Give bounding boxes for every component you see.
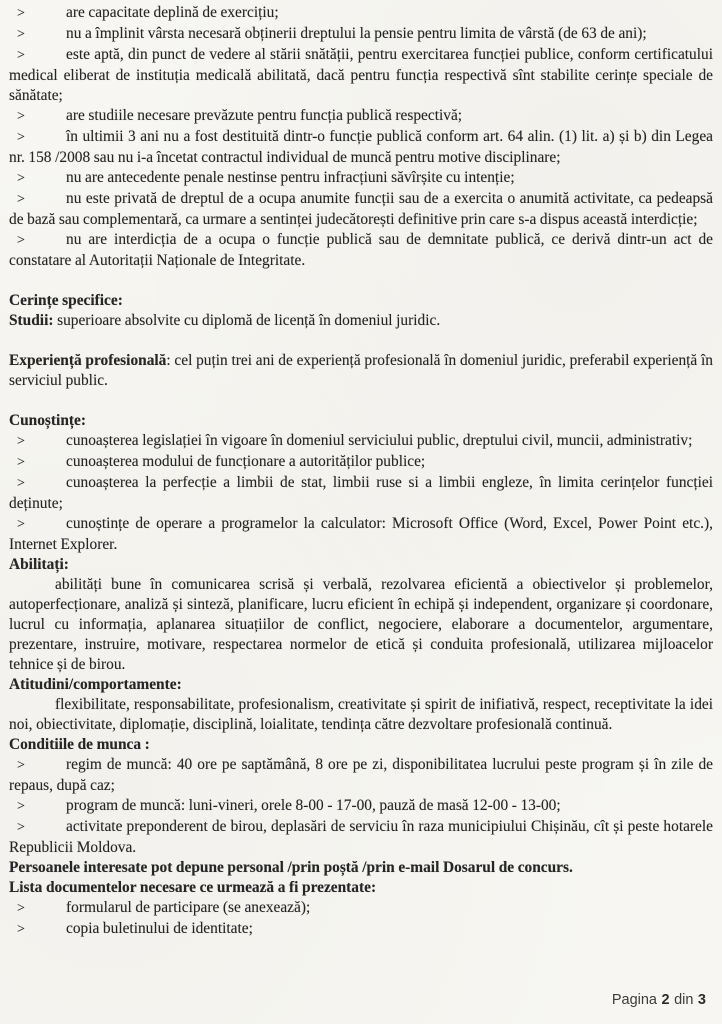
bullet-marker: >	[17, 758, 25, 773]
bullet-text: activitate preponderent de birou, deplasări de serviciu în raza municipiului Chișinău, cît și peste hotarele Republicii Moldova.	[9, 818, 713, 856]
bullet-item	[9, 127, 713, 168]
bullet-text: în ultimii 3 ani nu a fost destituită dintr-o funcție publică conform art. 64 alin. (1) lit. a) și b) din Legea nr. 158 /2008 sau nu i-a încetat contractul individual de muncă pentru motive disciplinare;	[9, 128, 713, 166]
bullet-marker: >	[17, 517, 25, 532]
blank-line	[9, 331, 713, 351]
bullet-text: nu este privată de dreptul de a ocupa anumite funcții sau de a exercita o anumită activitate, ca pedeapsă de bază sau complementară, ca urmare a sentinței judecătorești definitive prin care s-a dispus această interdicție;	[9, 190, 713, 228]
blank-line	[9, 271, 713, 291]
bullet-marker: >	[17, 130, 25, 145]
section-heading: Atitudini/comportamente:	[9, 676, 182, 693]
bullet-text: nu a împlinit vârsta necesară obținerii dreptului la pensie pentru limita de vârstă (de 63 de ani);	[66, 25, 647, 42]
bullet-item	[9, 106, 713, 127]
bullet-text: cunoașterea legislației în vigoare în domeniul serviciului public, dreptului civil, muncii, administrativ;	[66, 432, 693, 449]
paragraph-label: Studii:	[9, 312, 54, 329]
bullet-marker: >	[17, 48, 25, 63]
bullet-text: nu are antecedente penale nestinse pentru infracțiuni săvîrșite cu intenție;	[66, 169, 515, 186]
section-heading: Conditiile de munca :	[9, 736, 150, 753]
bullet-text: are capacitate deplină de exercițiu;	[66, 4, 279, 21]
labeled-paragraph	[9, 351, 713, 391]
bullet-item	[9, 755, 713, 796]
bullet-marker: >	[17, 476, 25, 491]
footer-separator: din	[674, 992, 694, 1008]
bullet-text: cunoașterea modului de funcționare a autorităților publice;	[66, 453, 426, 470]
bold-paragraph: Persoanele interesate pot depune personal /prin poștă /prin e-mail Dosarul de concurs.	[9, 859, 573, 876]
page-footer	[612, 990, 706, 1010]
body-paragraph: abilități bune în comunicarea scrisă și verbală, rezolvarea eficientă a obiectivelor și problemelor, autoperfecționare, analiză și sinteză, planificare, lucru eficient în echipă și independent, organizare și coordonare, lucrul cu informația, aplanarea situațiilor de conflict, negociere, elaborare a documentelor, argumentare, prezentare, instruire, motivare, respectarea normelor de etică și conduita profesională, utilizarea mijloacelor tehnice și de birou.	[9, 576, 713, 673]
section-heading: Cunoștințe:	[9, 412, 86, 429]
bullet-item	[9, 230, 713, 271]
bullet-text: nu are interdicția de a ocupa o funcție publică sau de demnitate publică, ce derivă dintr-un act de constatare al Autoritații Naționale de Integritate.	[9, 231, 713, 269]
bullet-marker: >	[17, 27, 25, 42]
bullet-marker: >	[17, 109, 25, 124]
bullet-item	[9, 796, 713, 817]
paragraph-text: superioare absolvite cu diplomă de licență în domeniul juridic.	[53, 312, 441, 329]
bullet-marker: >	[17, 455, 25, 470]
footer-page-number: 2	[661, 992, 670, 1008]
bullet-text: copia buletinului de identitate;	[66, 920, 253, 937]
document-body	[9, 3, 713, 940]
blank-line	[9, 391, 713, 411]
bullet-item	[9, 3, 713, 24]
paragraph-text: : cel puțin trei ani de experiență profesională în domeniul juridic, preferabil experiență în serviciul public.	[9, 352, 713, 389]
bullet-item	[9, 473, 713, 514]
section-heading: Abilitați:	[9, 556, 69, 573]
footer-page-label: Pagina	[611, 992, 657, 1008]
bullet-marker: >	[17, 799, 25, 814]
bullet-marker: >	[17, 901, 25, 916]
bullet-marker: >	[17, 171, 25, 186]
bullet-text: cunoștințe de operare a programelor la calculator: Microsoft Office (Word, Excel, Power Point etc.), Internet Explorer.	[9, 515, 713, 553]
bullet-item	[9, 898, 713, 919]
bullet-item	[9, 189, 713, 230]
bullet-marker: >	[17, 820, 25, 835]
bullet-text: program de muncă: luni-vineri, orele 8-00 - 17-00, pauză de masă 12-00 - 13-00;	[66, 797, 561, 814]
section-heading: Cerințe specifice:	[9, 292, 123, 309]
bullet-item	[9, 452, 713, 473]
bullet-text: cunoașterea la perfecție a limbii de stat, limbii ruse si a limbii engleze, în limita cerințelor funcției deținute;	[9, 474, 713, 512]
bullet-item	[9, 24, 713, 45]
bullet-text: regim de muncă: 40 ore pe saptămână, 8 ore pe zi, disponibilitatea lucrului peste program și în zile de repaus, după caz;	[9, 756, 713, 794]
bullet-text: formularul de participare (se anexează);	[66, 899, 311, 916]
bullet-item	[9, 919, 713, 940]
bullet-marker: >	[17, 434, 25, 449]
bullet-item	[9, 514, 713, 555]
bullet-text: are studiile necesare prevăzute pentru funcția publică respectivă;	[66, 107, 463, 124]
bullet-marker: >	[17, 922, 25, 937]
section-heading: Lista documentelor necesare ce urmează a fi prezentate:	[9, 879, 377, 896]
bullet-marker: >	[17, 233, 25, 248]
bullet-marker: >	[17, 192, 25, 207]
bullet-text: este aptă, din punct de vedere al stării snătății, pentru exercitarea funcției publice, conform certificatului medical eliberat de instituția medicală abilitată, dacă pentru funcția respectivă sînt stabilite cerințe speciale de sănătate;	[9, 46, 713, 104]
bullet-item	[9, 817, 713, 858]
body-paragraph: flexibilitate, responsabilitate, profesionalism, creativitate și spirit de inifiativă, respect, receptivitate la idei noi, obiectivitate, diplomație, disciplină, loialitate, tendința către dezvoltare profesională continuă.	[9, 696, 713, 733]
footer-total-pages: 3	[697, 992, 706, 1008]
bullet-marker: >	[17, 6, 25, 21]
paragraph-label: Experiență profesională	[9, 352, 167, 369]
labeled-paragraph	[9, 311, 713, 331]
bullet-item	[9, 431, 713, 452]
bullet-item	[9, 168, 713, 189]
bullet-item	[9, 45, 713, 106]
